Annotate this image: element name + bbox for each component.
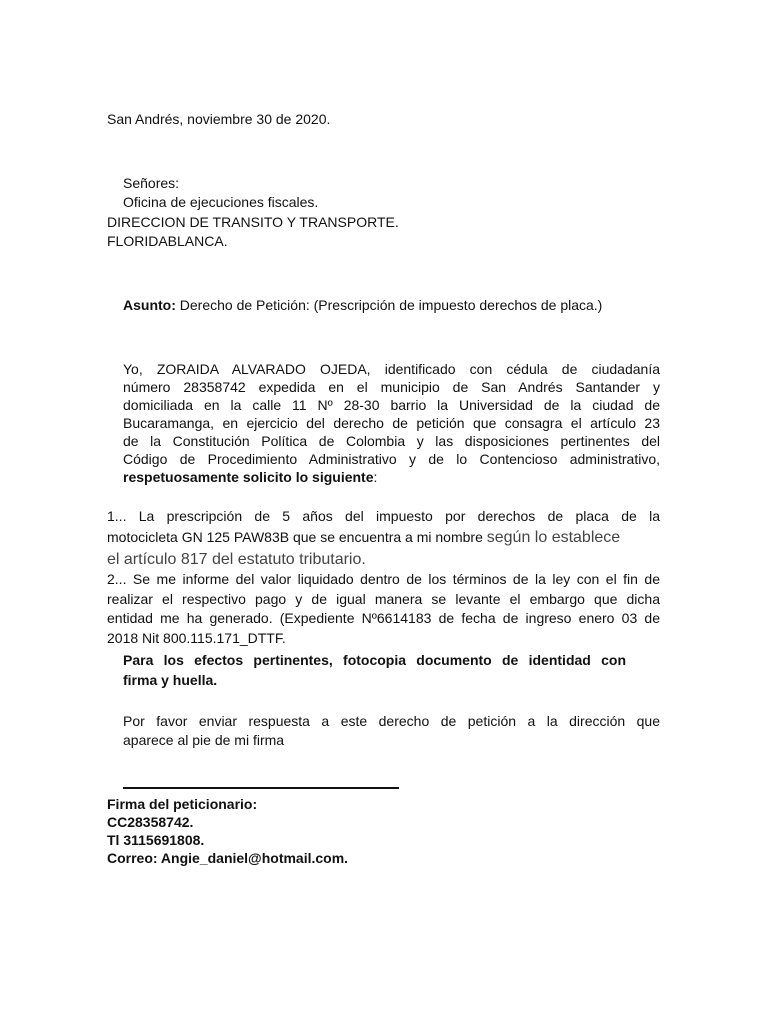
signature-line	[123, 787, 399, 789]
recipient-office: Oficina de ejecuciones fiscales.	[123, 194, 319, 210]
attachment-note	[123, 650, 626, 690]
signature-phone: Tl 3115691808.	[107, 832, 205, 848]
recipient-city: FLORIDABLANCA.	[107, 233, 228, 249]
intro-line: domiciliada en la calle 11 Nº 28-30 barrio la Universidad de la ciudad de	[123, 397, 660, 413]
request-item-2	[107, 570, 660, 648]
request-line: realizar el respectivo pago y de igual manera se levante el embargo que dicha	[107, 590, 660, 607]
signature-email: Correo: Angie_daniel@hotmail.com.	[107, 850, 349, 866]
request-item-1	[107, 506, 660, 571]
intro-paragraph	[123, 360, 660, 486]
request-line	[107, 526, 660, 549]
request-line: entidad me ha generado. (Expediente Nº6614183 de fecha de ingreso enero 03 de	[107, 610, 660, 626]
request-line: 2... Se me informe del valor liquidado dentro de los términos de la ley con el fin de	[107, 571, 660, 587]
intro-closing-punct: :	[373, 469, 378, 485]
intro-line: de la Constitución Política de Colombia y las disposiciones pertinentes del	[123, 433, 660, 449]
response-line: aparece al pie de mi firma	[123, 732, 285, 748]
signature-cc: CC28358742.	[107, 814, 194, 830]
request-text: motocicleta GN 125 PAW83B que se encuentra a mi nombre	[107, 529, 487, 545]
attachment-line: firma y huella.	[123, 672, 218, 688]
response-line: Por favor enviar respuesta a este derecho de petición a la dirección que	[123, 713, 660, 729]
intro-line: Código de Procedimiento Administrativo y de lo Contencioso administrativo,	[123, 451, 660, 467]
intro-closing-bold: respetuosamente solicito lo siguiente	[123, 469, 374, 485]
response-request	[123, 712, 660, 750]
intro-line: número 28358742 expedida en el municipio de San Andrés Santander y	[123, 379, 660, 395]
signature-title: Firma del peticionario:	[107, 796, 258, 812]
subject-text: Derecho de Petición: (Prescripción de impuesto derechos de placa.)	[175, 297, 603, 313]
request-text-large: según lo establece	[486, 529, 621, 546]
request-line: 1... La prescripción de 5 años del impuesto por derechos de placa de la	[107, 508, 660, 524]
recipient-entity: DIRECCION DE TRANSITO Y TRANSPORTE.	[107, 214, 399, 230]
date-line: San Andrés, noviembre 30 de 2020.	[107, 111, 331, 127]
subject-label: Asunto:	[123, 297, 176, 313]
attachment-line: Para los efectos pertinentes, fotocopia documento de identidad con	[123, 652, 626, 668]
intro-line: Yo, ZORAIDA ALVARADO OJEDA, identificado con cédula de ciudadanía	[123, 361, 660, 377]
request-line-large: el artículo 817 del estatuto tributario.	[107, 551, 366, 568]
salutation: Señores:	[123, 175, 180, 191]
intro-closing	[123, 468, 660, 486]
intro-line: Bucaramanga, en ejercicio del derecho de petición que consagra el artículo 23	[123, 415, 660, 431]
subject-line	[123, 296, 602, 314]
request-line: 2018 Nit 800.115.171_DTTF.	[107, 629, 286, 646]
signature-block	[107, 795, 348, 867]
